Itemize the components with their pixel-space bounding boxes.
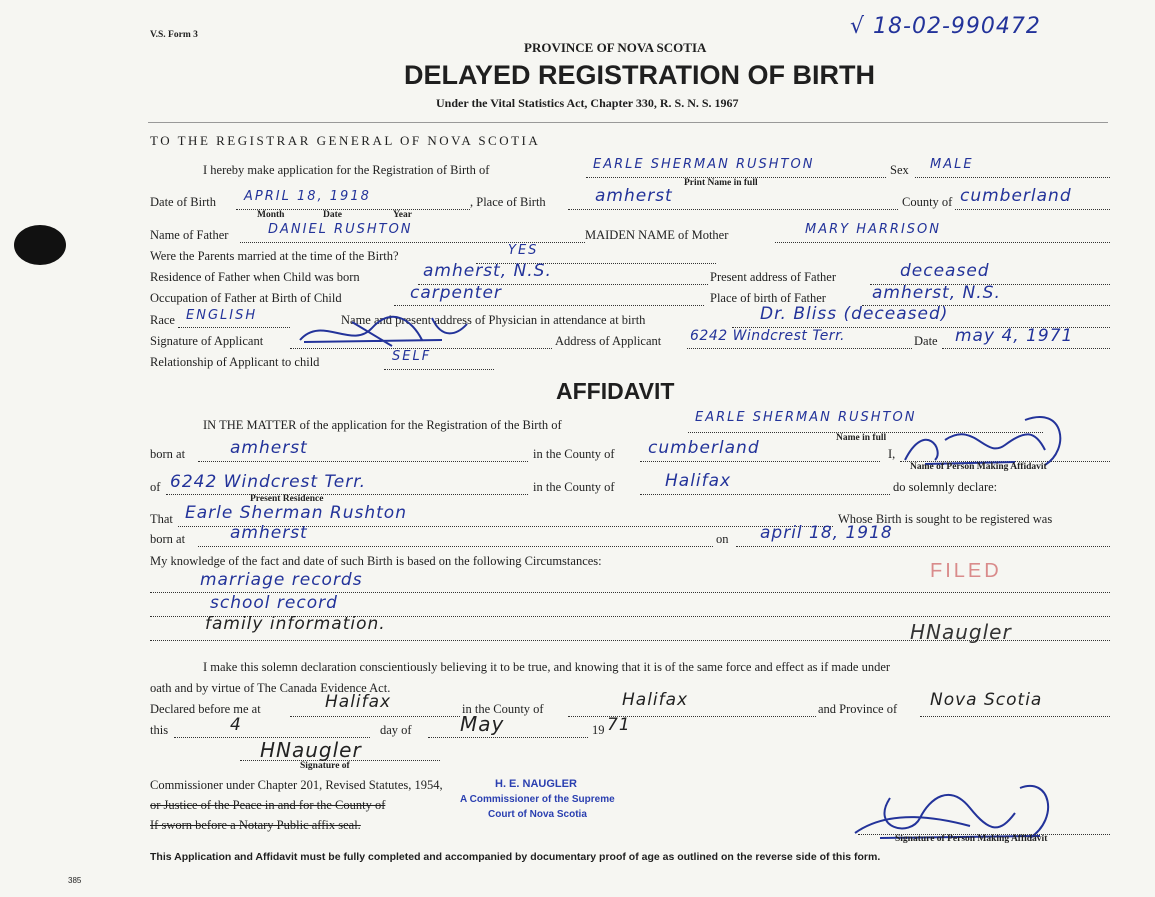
name-person-caption: Name of Person Making Affidavit bbox=[910, 462, 1047, 472]
commissioner-stamp-name: H. E. NAUGLER bbox=[495, 778, 577, 790]
residence-father-label: Residence of Father when Child was born bbox=[150, 270, 360, 284]
province-line bbox=[920, 716, 1110, 717]
address-applicant-value: 6242 Windcrest Terr. bbox=[690, 328, 845, 344]
affiant-signature-top bbox=[895, 410, 1075, 470]
place-birth-father-label: Place of birth of Father bbox=[710, 291, 826, 305]
declared-line bbox=[290, 716, 460, 717]
in-county-line bbox=[640, 461, 880, 462]
province-label: and Province of bbox=[818, 702, 898, 716]
dob-value: APRIL 18, 1918 bbox=[244, 189, 371, 204]
born-at-label: born at bbox=[150, 447, 186, 461]
born-at2-value: amherst bbox=[230, 523, 308, 543]
married-value: YES bbox=[508, 243, 539, 258]
on-line bbox=[736, 546, 1110, 547]
physician-label: Name and present address of Physician in attendance at birth bbox=[341, 313, 646, 327]
circumstance-3: family information. bbox=[205, 614, 386, 634]
print-name-caption: Print Name in full bbox=[684, 178, 758, 188]
county-label: County of bbox=[902, 195, 953, 209]
i-label: I, bbox=[888, 447, 896, 461]
residence-father-value: amherst, N.S. bbox=[423, 261, 552, 281]
that-value: Earle Sherman Rushton bbox=[185, 503, 407, 523]
in-county-value: cumberland bbox=[648, 438, 760, 458]
date-label: Date bbox=[914, 334, 938, 348]
on-label: on bbox=[716, 532, 729, 546]
name-in-full-caption: Name in full bbox=[836, 433, 887, 443]
application-label: I hereby make application for the Registration of Birth of bbox=[203, 163, 490, 177]
residence-line bbox=[166, 494, 528, 495]
maiden-label: MAIDEN NAME of Mother bbox=[585, 228, 729, 242]
day-value: 4 bbox=[230, 715, 242, 735]
matter-label: IN THE MATTER of the application for the Registration of the Birth of bbox=[203, 418, 562, 432]
circumstance-2: school record bbox=[210, 593, 338, 613]
page-title: DELAYED REGISTRATION OF BIRTH bbox=[404, 60, 876, 90]
race-line bbox=[178, 327, 290, 328]
born-at2-label: born at bbox=[150, 532, 186, 546]
signature-applicant-label: Signature of Applicant bbox=[150, 334, 264, 348]
signature-of-caption: Signature of bbox=[300, 761, 350, 771]
notary-label: If sworn before a Notary Public affix seal. bbox=[150, 818, 361, 832]
in-county3-label: in the County of bbox=[462, 702, 544, 716]
born-at2-line bbox=[198, 546, 713, 547]
province-value: Nova Scotia bbox=[930, 690, 1043, 710]
race-value: ENGLISH bbox=[186, 308, 258, 323]
knowledge-label: My knowledge of the fact and date of such Birth is based on the following Circumstances: bbox=[150, 554, 602, 568]
divider bbox=[148, 122, 1108, 123]
solemnly-label: do solemnly declare: bbox=[893, 480, 998, 494]
year-prefix: 19 bbox=[592, 723, 605, 737]
maiden-line bbox=[775, 242, 1110, 243]
present-address-father-value: deceased bbox=[900, 261, 990, 281]
born-at-line bbox=[198, 461, 528, 462]
declared-value: Halifax bbox=[325, 692, 392, 712]
in-county-label: in the County of bbox=[533, 447, 615, 461]
county-line bbox=[955, 209, 1110, 210]
address-applicant-label: Address of Applicant bbox=[555, 334, 662, 348]
in-county2-label: in the County of bbox=[533, 480, 615, 494]
page-code: 385 bbox=[68, 876, 82, 885]
circumstance-1: marriage records bbox=[200, 570, 363, 590]
commissioner-signature: HNaugler bbox=[260, 738, 362, 762]
father-value: DANIEL RUSHTON bbox=[268, 222, 413, 237]
sex-line bbox=[915, 177, 1110, 178]
place-label: , Place of Birth bbox=[470, 195, 546, 209]
born-at-value: amherst bbox=[230, 438, 308, 458]
mother-value: MARY HARRISON bbox=[805, 222, 941, 237]
year-value: 71 bbox=[607, 715, 631, 735]
in-county2-value: Halifax bbox=[665, 471, 732, 491]
oath-text: oath and by virtue of The Canada Evidence Act. bbox=[150, 681, 391, 695]
present-residence-caption: Present Residence bbox=[250, 494, 324, 504]
date-value: may 4, 1971 bbox=[955, 326, 1074, 346]
date-caption: Date bbox=[323, 210, 342, 220]
file-number: √ 18-02-990472 bbox=[850, 14, 1041, 39]
month-line bbox=[428, 737, 588, 738]
signature-person-caption: Signature of Person Making Affidavit bbox=[895, 834, 1048, 844]
justice-label: or Justice of the Peace in and for the County of bbox=[150, 798, 386, 812]
occupation-value: carpenter bbox=[410, 283, 502, 303]
place-birth-father-value: amherst, N.S. bbox=[872, 283, 1001, 303]
on-value: april 18, 1918 bbox=[760, 523, 893, 543]
commissioner-stamp-line2: A Commissioner of the Supreme bbox=[460, 794, 615, 805]
date-line bbox=[942, 348, 1110, 349]
place-value: amherst bbox=[595, 186, 673, 206]
of-label: of bbox=[150, 480, 161, 494]
occupation-label: Occupation of Father at Birth of Child bbox=[150, 291, 342, 305]
applicant-signature bbox=[292, 310, 492, 350]
year-caption: Year bbox=[393, 210, 412, 220]
in-county3-value: Halifax bbox=[622, 690, 689, 710]
that-label: That bbox=[150, 512, 173, 526]
this-label: this bbox=[150, 723, 169, 737]
sex-label: Sex bbox=[890, 163, 909, 177]
month-caption: Month bbox=[257, 210, 285, 220]
physician-value: Dr. Bliss (deceased) bbox=[760, 304, 949, 324]
relationship-line bbox=[384, 369, 494, 370]
relationship-label: Relationship of Applicant to child bbox=[150, 355, 320, 369]
relationship-value: SELF bbox=[392, 349, 432, 364]
in-county2-line bbox=[640, 494, 890, 495]
county-value: cumberland bbox=[960, 186, 1072, 206]
punch-hole bbox=[14, 225, 66, 265]
present-address-father-label: Present address of Father bbox=[710, 270, 837, 284]
declared-label: Declared before me at bbox=[150, 702, 261, 716]
affidavit-name-value: EARLE SHERMAN RUSHTON bbox=[695, 410, 917, 425]
father-label: Name of Father bbox=[150, 228, 229, 242]
filed-stamp: FILED bbox=[930, 560, 1002, 582]
naugler-signature: HNaugler bbox=[910, 620, 1012, 644]
registrar-line: TO THE REGISTRAR GENERAL OF NOVA SCOTIA bbox=[150, 133, 541, 148]
day-of-label: day of bbox=[380, 723, 412, 737]
commissioner-stamp-line3: Court of Nova Scotia bbox=[488, 809, 587, 820]
occupation-line bbox=[394, 305, 704, 306]
form-code: V.S. Form 3 bbox=[150, 30, 198, 40]
place-line bbox=[568, 209, 898, 210]
solemn-text: I make this solemn declaration conscientiously believing it to be true, and knowing that it is of the same force and effect as if made under bbox=[203, 660, 891, 674]
month-value: May bbox=[460, 712, 505, 736]
name-value: EARLE SHERMAN RUSHTON bbox=[593, 157, 815, 172]
dob-label: Date of Birth bbox=[150, 195, 216, 209]
sex-value: MALE bbox=[930, 157, 974, 172]
footer-note: This Application and Affidavit must be fully completed and accompanied by documentary proof of age as outlined on the reverse side of this form. bbox=[150, 851, 881, 863]
commissioner-label: Commissioner under Chapter 201, Revised Statutes, 1954, bbox=[150, 778, 443, 792]
in-county3-line bbox=[568, 716, 816, 717]
page-subtitle: Under the Vital Statistics Act, Chapter 330, R. S. N. S. 1967 bbox=[436, 96, 739, 110]
whose-birth-label: Whose Birth is sought to be registered was bbox=[838, 512, 1053, 526]
province-heading: PROVINCE OF NOVA SCOTIA bbox=[524, 40, 707, 55]
affidavit-heading: AFFIDAVIT bbox=[556, 378, 675, 404]
race-label: Race bbox=[150, 313, 175, 327]
married-label: Were the Parents married at the time of the Birth? bbox=[150, 249, 399, 263]
residence-value: 6242 Windcrest Terr. bbox=[170, 472, 367, 492]
address-applicant-line bbox=[687, 348, 912, 349]
